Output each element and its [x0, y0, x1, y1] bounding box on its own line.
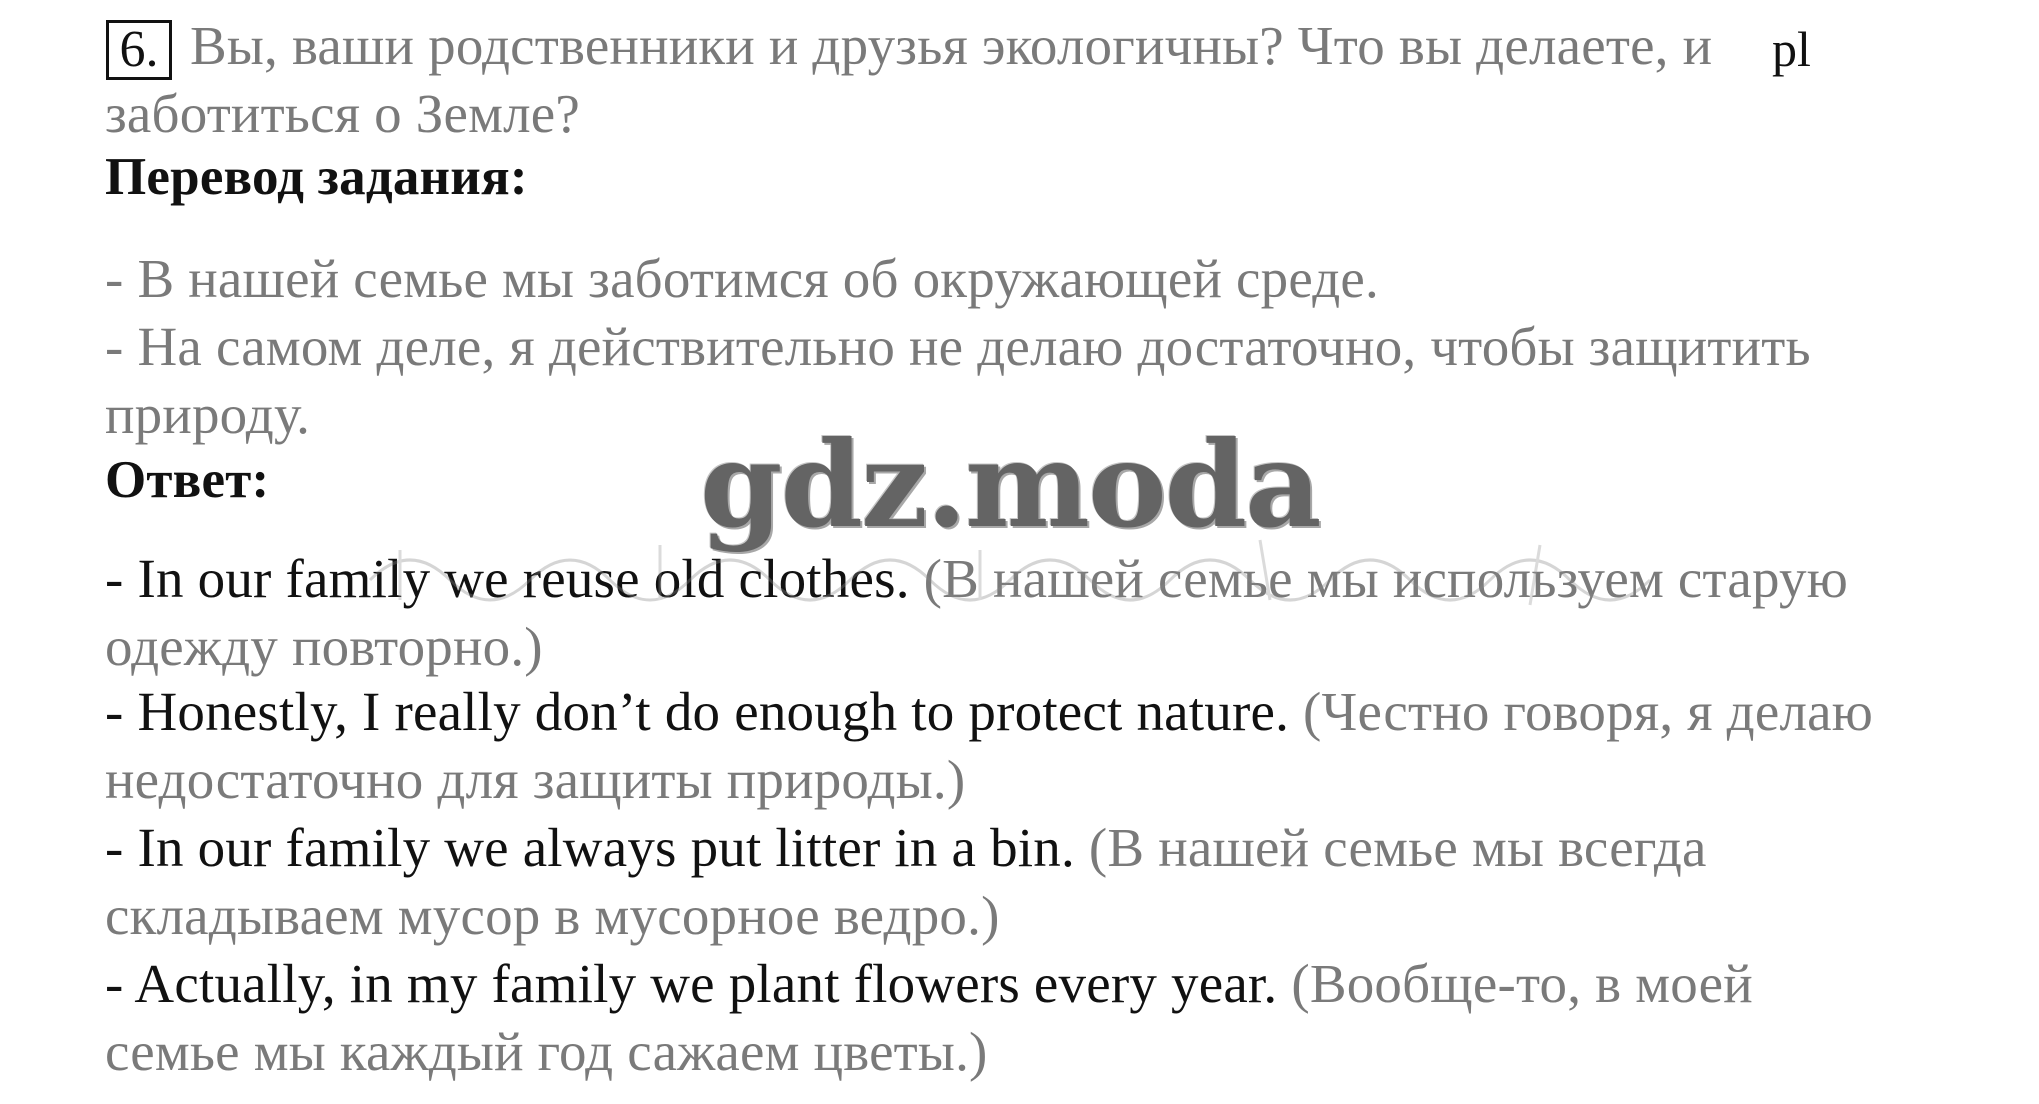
answer-item-3-russian-start: (В нашей семье мы всегда [1074, 817, 1707, 878]
answer-item-4-line-1 [105, 952, 1753, 1015]
answer-item-1-russian-start: (В нашей семье мы используем старую [909, 548, 1849, 609]
answer-item-3-line-1 [105, 816, 1707, 879]
answer-item-2-russian-start: (Честно говоря, я делаю [1289, 681, 1874, 742]
answer-item-4-russian-start: (Вообще-то, в моей [1277, 953, 1753, 1014]
translation-heading: Перевод задания: [105, 148, 528, 206]
stray-mark: pl [1772, 21, 1811, 77]
answer-item-1-english: - In our family we reuse old clothes. [105, 548, 910, 609]
watermark-scribble-decoration [360, 520, 1660, 610]
translation-line-2: - На самом деле, я действительно не делаю достаточно, чтобы защитить [105, 316, 1811, 377]
answer-item-2-line-1 [105, 680, 1873, 743]
answer-item-2-english: - Honestly, I really don’t do enough to protect nature. [105, 681, 1290, 742]
watermark-logo: gdz.moda [700, 415, 1320, 554]
task-question-line-2: заботиться о Земле? [105, 83, 581, 144]
answer-item-4-line-2: семье мы каждый год сажаем цветы.) [105, 1021, 988, 1082]
answer-item-3-english: - In our family we always put litter in a bin. [105, 817, 1075, 878]
translation-line-1: - В нашей семье мы заботимся об окружающей среде. [105, 248, 1379, 309]
answer-item-1-line-2: одежду повторно.) [105, 616, 543, 677]
task-question-line-1: Вы, ваши родственники и друзья экологичны? Что вы делаете, и [190, 15, 1713, 76]
answer-item-2-line-2: недостаточно для защиты природы.) [105, 749, 966, 810]
translation-line-3: природу. [105, 384, 311, 445]
answer-heading: Ответ: [105, 451, 270, 509]
answer-item-4-english: - Actually, in my family we plant flowers every year. [105, 953, 1278, 1014]
task-number-box: 6. [106, 20, 172, 80]
answer-item-3-line-2: складываем мусор в мусорное ведро.) [105, 885, 1000, 946]
